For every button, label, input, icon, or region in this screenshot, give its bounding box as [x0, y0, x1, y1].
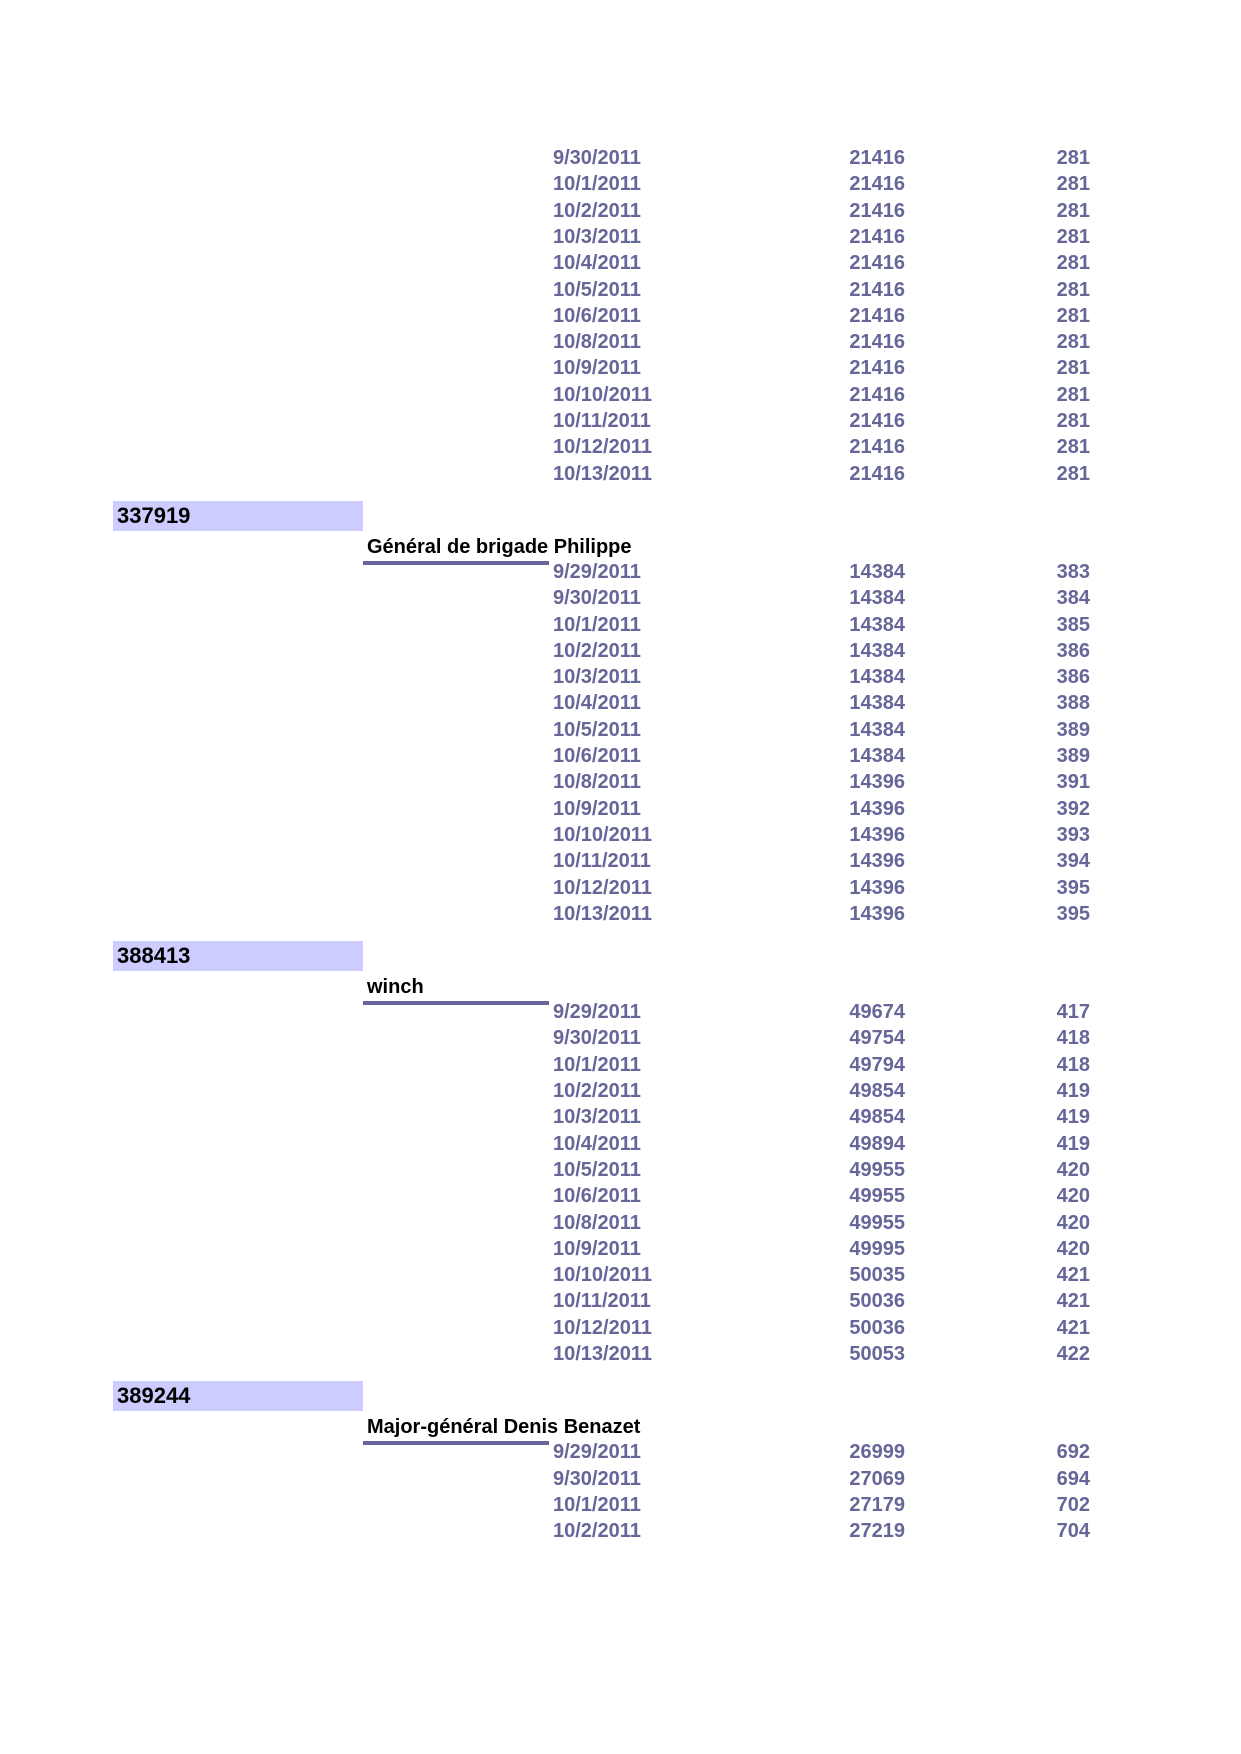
table-row [0, 434, 1241, 460]
row-value-1: 21416 [849, 199, 905, 222]
row-value-1: 14384 [849, 587, 905, 610]
row-value-1: 14384 [849, 692, 905, 715]
row-value-2: 694 [1056, 1467, 1090, 1490]
row-value-1: 14396 [849, 902, 905, 925]
row-value-1: 49955 [849, 1158, 905, 1181]
table-row [0, 382, 1241, 408]
row-value-1: 21416 [849, 225, 905, 248]
row-value-1: 14384 [849, 718, 905, 741]
row-value-1: 14384 [849, 745, 905, 767]
row-date: 10/10/2011 [553, 1264, 652, 1287]
table-row [0, 1288, 1241, 1314]
row-date: 10/3/2011 [553, 225, 641, 248]
row-value-1: 14396 [849, 850, 905, 873]
row-date: 10/6/2011 [553, 304, 641, 327]
row-date: 10/10/2011 [553, 383, 652, 406]
row-value-1: 21416 [849, 278, 905, 301]
row-value-1: 21416 [849, 304, 905, 327]
row-value-1: 26999 [849, 1441, 905, 1464]
row-date: 10/5/2011 [553, 718, 641, 741]
row-value-2: 420 [1056, 1158, 1090, 1181]
row-value-2: 391 [1056, 771, 1090, 794]
row-value-1: 49955 [849, 1211, 905, 1234]
row-value-1: 50036 [849, 1316, 905, 1339]
table-row [0, 277, 1241, 303]
table-row [0, 198, 1241, 224]
row-value-2: 281 [1056, 331, 1090, 354]
table-row [0, 329, 1241, 355]
row-value-1: 21416 [849, 383, 905, 406]
table-row [0, 461, 1241, 487]
row-date: 10/9/2011 [553, 797, 641, 820]
group-id-band: 388413 [113, 941, 363, 971]
group-id-band: 337919 [113, 501, 363, 531]
table-row [0, 690, 1241, 716]
table-row [0, 717, 1241, 743]
row-value-1: 14384 [849, 560, 905, 583]
table-row [0, 1157, 1241, 1183]
table-row [0, 303, 1241, 329]
table-row [0, 1052, 1241, 1078]
table-row [0, 1078, 1241, 1104]
row-date: 9/29/2011 [553, 560, 641, 583]
row-value-2: 281 [1056, 147, 1090, 169]
row-date: 9/30/2011 [553, 1027, 641, 1050]
table-row [0, 1131, 1241, 1157]
row-value-1: 21416 [849, 462, 905, 485]
row-date: 9/30/2011 [553, 147, 641, 169]
table-row [0, 1492, 1241, 1518]
row-value-1: 14384 [849, 613, 905, 636]
table-row [0, 1262, 1241, 1288]
row-value-2: 281 [1056, 173, 1090, 196]
row-date: 10/12/2011 [553, 876, 652, 899]
group-name: winch [367, 976, 424, 999]
row-value-2: 281 [1056, 383, 1090, 406]
row-value-1: 27179 [849, 1493, 905, 1516]
table-row [0, 171, 1241, 197]
row-value-1: 50053 [849, 1343, 905, 1365]
row-value-2: 419 [1056, 1080, 1090, 1102]
row-value-1: 14396 [849, 876, 905, 899]
row-value-1: 49674 [849, 1001, 905, 1024]
row-date: 10/5/2011 [553, 278, 641, 301]
row-value-2: 281 [1056, 462, 1090, 485]
row-date: 10/12/2011 [553, 436, 652, 459]
row-value-2: 418 [1056, 1027, 1090, 1050]
row-value-1: 49955 [849, 1185, 905, 1208]
row-date: 10/11/2011 [553, 410, 651, 432]
table-row [0, 1315, 1241, 1341]
row-value-1: 27219 [849, 1520, 905, 1543]
row-value-1: 21416 [849, 147, 905, 169]
row-value-2: 421 [1056, 1264, 1090, 1287]
row-value-2: 419 [1056, 1132, 1090, 1155]
table-row [0, 1439, 1241, 1465]
row-value-1: 49794 [849, 1053, 905, 1076]
table-row [0, 1104, 1241, 1130]
row-date: 10/2/2011 [553, 1520, 641, 1543]
row-value-2: 281 [1056, 304, 1090, 327]
row-date: 10/8/2011 [553, 771, 641, 794]
row-value-1: 49854 [849, 1080, 905, 1102]
row-date: 10/11/2011 [553, 1290, 651, 1313]
row-value-1: 27069 [849, 1467, 905, 1490]
row-date: 10/10/2011 [553, 823, 652, 846]
table-row [0, 664, 1241, 690]
row-value-1: 21416 [849, 436, 905, 459]
table-row [0, 769, 1241, 795]
row-value-1: 21416 [849, 173, 905, 196]
row-value-1: 14396 [849, 771, 905, 794]
row-value-2: 385 [1056, 613, 1090, 636]
row-value-2: 421 [1056, 1290, 1090, 1313]
row-value-2: 388 [1056, 692, 1090, 715]
row-value-1: 21416 [849, 410, 905, 432]
row-date: 10/3/2011 [553, 1106, 641, 1129]
row-value-2: 281 [1056, 252, 1090, 275]
row-value-1: 49894 [849, 1132, 905, 1155]
row-value-2: 384 [1056, 587, 1090, 610]
row-date: 10/2/2011 [553, 639, 641, 662]
row-date: 10/4/2011 [553, 252, 641, 275]
row-value-2: 422 [1056, 1343, 1090, 1365]
row-value-2: 420 [1056, 1185, 1090, 1208]
table-row [0, 145, 1241, 171]
table-row [0, 250, 1241, 276]
row-date: 10/1/2011 [553, 1493, 641, 1516]
table-row [0, 901, 1241, 927]
row-value-2: 281 [1056, 357, 1090, 380]
table-row [0, 875, 1241, 901]
row-value-1: 21416 [849, 252, 905, 275]
row-value-1: 14396 [849, 797, 905, 820]
row-value-1: 14384 [849, 639, 905, 662]
row-value-2: 704 [1056, 1520, 1090, 1543]
row-date: 10/9/2011 [553, 357, 641, 380]
row-value-2: 702 [1056, 1493, 1090, 1516]
table-row [0, 408, 1241, 434]
group-id-band: 389244 [113, 1381, 363, 1411]
row-value-2: 419 [1056, 1106, 1090, 1129]
row-date: 10/1/2011 [553, 173, 641, 196]
row-date: 10/12/2011 [553, 1316, 652, 1339]
row-date: 10/1/2011 [553, 1053, 641, 1076]
table-row [0, 743, 1241, 769]
row-value-2: 417 [1056, 1001, 1090, 1024]
row-value-1: 21416 [849, 331, 905, 354]
table-row [0, 999, 1241, 1025]
row-date: 10/4/2011 [553, 692, 641, 715]
row-value-2: 386 [1056, 639, 1090, 662]
row-date: 10/8/2011 [553, 331, 641, 354]
table-row [0, 822, 1241, 848]
row-value-2: 281 [1056, 199, 1090, 222]
row-value-2: 395 [1056, 902, 1090, 925]
row-date: 10/3/2011 [553, 666, 641, 689]
row-date: 10/13/2011 [553, 902, 652, 925]
row-value-1: 14396 [849, 823, 905, 846]
row-value-2: 386 [1056, 666, 1090, 689]
row-value-1: 49754 [849, 1027, 905, 1050]
row-date: 10/2/2011 [553, 1080, 641, 1102]
row-value-2: 281 [1056, 410, 1090, 432]
table-row [0, 848, 1241, 874]
row-value-1: 49854 [849, 1106, 905, 1129]
table-row [0, 355, 1241, 381]
table-row [0, 638, 1241, 664]
row-date: 10/6/2011 [553, 1185, 641, 1208]
row-value-1: 50036 [849, 1290, 905, 1313]
row-date: 9/29/2011 [553, 1441, 641, 1464]
row-date: 10/13/2011 [553, 1343, 652, 1365]
row-value-1: 21416 [849, 357, 905, 380]
row-value-2: 692 [1056, 1441, 1090, 1464]
row-date: 10/4/2011 [553, 1132, 641, 1155]
row-value-2: 281 [1056, 436, 1090, 459]
row-date: 9/29/2011 [553, 1001, 641, 1024]
row-date: 10/13/2011 [553, 462, 652, 485]
row-value-1: 14384 [849, 666, 905, 689]
row-date: 10/6/2011 [553, 745, 641, 767]
row-value-2: 383 [1056, 560, 1090, 583]
row-date: 9/30/2011 [553, 1467, 641, 1490]
row-value-2: 389 [1056, 718, 1090, 741]
group-name: Major-général Denis Benazet [367, 1416, 641, 1439]
row-date: 9/30/2011 [553, 587, 641, 610]
table-row [0, 559, 1241, 585]
group-name: Général de brigade Philippe [367, 535, 632, 558]
table-row [0, 1341, 1241, 1367]
row-date: 10/1/2011 [553, 613, 641, 636]
row-value-2: 420 [1056, 1237, 1090, 1260]
row-date: 10/5/2011 [553, 1158, 641, 1181]
row-date: 10/9/2011 [553, 1237, 641, 1260]
table-row [0, 1025, 1241, 1051]
row-value-1: 50035 [849, 1264, 905, 1287]
row-value-2: 389 [1056, 745, 1090, 767]
table-row [0, 224, 1241, 250]
row-value-2: 420 [1056, 1211, 1090, 1234]
row-value-2: 393 [1056, 823, 1090, 846]
table-row [0, 612, 1241, 638]
row-value-2: 421 [1056, 1316, 1090, 1339]
table-row [0, 796, 1241, 822]
row-date: 10/11/2011 [553, 850, 651, 873]
row-value-2: 392 [1056, 797, 1090, 820]
table-row [0, 585, 1241, 611]
table-row [0, 1183, 1241, 1209]
table-row [0, 1236, 1241, 1262]
row-value-2: 281 [1056, 278, 1090, 301]
row-value-2: 395 [1056, 876, 1090, 899]
table-row [0, 1466, 1241, 1492]
table-row [0, 1518, 1241, 1544]
row-date: 10/8/2011 [553, 1211, 641, 1234]
row-value-2: 418 [1056, 1053, 1090, 1076]
row-value-2: 281 [1056, 225, 1090, 248]
table-row [0, 1210, 1241, 1236]
row-value-1: 49995 [849, 1237, 905, 1260]
row-value-2: 394 [1056, 850, 1090, 873]
row-date: 10/2/2011 [553, 199, 641, 222]
